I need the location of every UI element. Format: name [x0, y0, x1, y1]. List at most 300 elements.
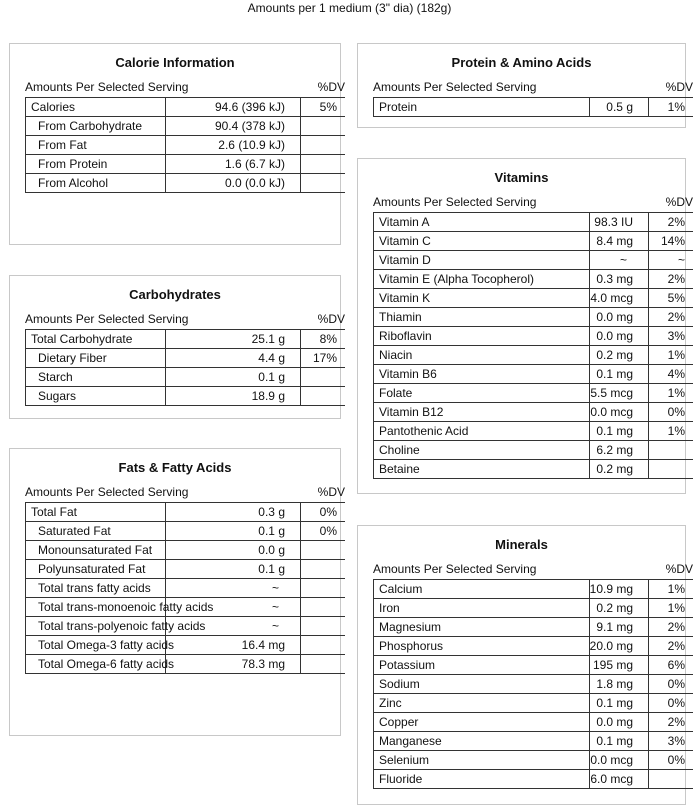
cell-divider: [589, 656, 590, 675]
nutrient-dv: 2%: [667, 620, 685, 634]
cell-divider: [300, 117, 301, 136]
nutrient-name: Sodium: [379, 677, 420, 691]
cell-divider: [589, 618, 590, 637]
nutrient-amount: 0.0 mcg: [590, 753, 633, 767]
table-row: [373, 732, 693, 751]
table-row: [25, 98, 345, 117]
nutrient-amount: 2.6 (10.9 kJ): [218, 138, 285, 152]
nutrient-amount: 0.0 (0.0 kJ): [224, 176, 285, 190]
cell-divider: [300, 330, 301, 349]
cell-divider: [589, 713, 590, 732]
table-row: [373, 346, 693, 365]
nutrient-name: Total Omega-3 fatty acids: [38, 638, 175, 652]
cell-divider: [589, 251, 590, 270]
cell-divider: [25, 655, 26, 674]
table-row: [373, 384, 693, 403]
cell-divider: [165, 387, 166, 406]
nutrient-name: Thiamin: [379, 310, 422, 324]
cell-divider: [165, 503, 166, 522]
nutrient-name: Fluoride: [379, 772, 423, 786]
table-row: [373, 618, 693, 637]
nutrient-amount: 0.1 g: [258, 524, 285, 538]
nutrient-amount: 10.9 mg: [589, 582, 633, 596]
cell-divider: [589, 270, 590, 289]
nutrient-dv: 1%: [667, 348, 685, 362]
cell-divider: [300, 636, 301, 655]
table-row: [25, 522, 345, 541]
table-row: [373, 637, 693, 656]
nutrient-dv: 2%: [667, 310, 685, 324]
cell-divider: [648, 98, 649, 117]
nutrient-dv: 0%: [319, 505, 337, 519]
table-row: [373, 365, 693, 384]
panel-title: Minerals: [495, 537, 548, 552]
cell-divider: [25, 117, 26, 136]
nutrient-table: [25, 482, 345, 674]
cell-divider: [373, 270, 374, 289]
cell-divider: [25, 598, 26, 617]
cell-divider: [589, 422, 590, 441]
nutrient-amount: 0.0 mcg: [590, 405, 633, 419]
nutrient-dv: 1%: [667, 582, 685, 596]
nutrient-amount: 0.2 mg: [596, 601, 633, 615]
cell-divider: [300, 349, 301, 368]
cell-divider: [648, 232, 649, 251]
nutrient-name: Sugars: [38, 389, 77, 403]
cell-divider: [648, 251, 649, 270]
cell-divider: [373, 213, 374, 232]
table-row: [25, 136, 345, 155]
table-row: [25, 174, 345, 193]
table-row: [373, 327, 693, 346]
table-header: [373, 77, 693, 98]
nutrient-amount: 98.3 IU: [594, 215, 633, 229]
nutrient-dv: ~: [677, 253, 685, 267]
table-row: [373, 713, 693, 732]
nutrient-name: From Fat: [38, 138, 87, 152]
nutrient-amount: 0.0 mg: [596, 310, 633, 324]
cell-divider: [589, 346, 590, 365]
nutrient-name: From Protein: [38, 157, 108, 171]
table-row: [25, 330, 345, 349]
table-row: [25, 155, 345, 174]
table-row: [25, 560, 345, 579]
cell-divider: [373, 751, 374, 770]
panel-title: Vitamins: [494, 170, 549, 185]
cell-divider: [25, 155, 26, 174]
table-row: [373, 213, 693, 232]
nutrient-name: Pantothenic Acid: [379, 424, 469, 438]
table-row: [25, 117, 345, 136]
cell-divider: [373, 251, 374, 270]
nutrient-table: [373, 192, 693, 479]
nutrient-name: Copper: [379, 715, 419, 729]
cell-divider: [165, 330, 166, 349]
cell-divider: [589, 327, 590, 346]
column-header-dv: %DV: [665, 195, 693, 209]
table-row: [373, 232, 693, 251]
cell-divider: [300, 579, 301, 598]
nutrient-name: Total trans-polyenoic fatty acids: [38, 619, 206, 633]
cell-divider: [300, 368, 301, 387]
cell-divider: [373, 580, 374, 599]
nutrient-name: Vitamin A: [379, 215, 430, 229]
nutrient-name: Manganese: [379, 734, 442, 748]
panel-title: Calorie Information: [115, 55, 235, 70]
nutrient-amount: 6.0 mcg: [590, 772, 633, 786]
cell-divider: [373, 327, 374, 346]
cell-divider: [589, 694, 590, 713]
page-header: Amounts per 1 medium (3" dia) (182g): [247, 1, 452, 15]
cell-divider: [648, 270, 649, 289]
cell-divider: [25, 174, 26, 193]
nutrient-dv: 1%: [667, 386, 685, 400]
cell-divider: [165, 98, 166, 117]
nutrient-amount: 0.1 mg: [596, 696, 633, 710]
cell-divider: [589, 675, 590, 694]
cell-divider: [25, 368, 26, 387]
nutrient-amount: ~: [271, 581, 279, 595]
nutrient-dv: 2%: [667, 715, 685, 729]
cell-divider: [300, 617, 301, 636]
nutrient-name: Monounsaturated Fat: [38, 543, 153, 557]
cell-divider: [300, 522, 301, 541]
table-row: [25, 368, 345, 387]
nutrient-amount: 25.1 g: [251, 332, 285, 346]
nutrient-name: Niacin: [379, 348, 413, 362]
cell-divider: [373, 599, 374, 618]
nutrient-table: [25, 309, 345, 406]
column-header-dv: %DV: [317, 485, 345, 499]
nutrient-name: Saturated Fat: [38, 524, 111, 538]
cell-divider: [648, 460, 649, 479]
nutrient-amount: ~: [271, 600, 279, 614]
table-row: [373, 422, 693, 441]
cell-divider: [648, 599, 649, 618]
column-header-amounts: Amounts Per Selected Serving: [373, 562, 537, 576]
nutrient-name: Vitamin B6: [379, 367, 437, 381]
cell-divider: [25, 579, 26, 598]
nutrient-amount: 0.1 mg: [596, 367, 633, 381]
nutrient-amount: 0.0 g: [258, 543, 285, 557]
nutrient-amount: 94.6 (396 kJ): [214, 100, 285, 114]
cell-divider: [165, 522, 166, 541]
nutrient-amount: 20.0 mg: [589, 639, 633, 653]
nutrient-amount: 195 mg: [592, 658, 633, 672]
nutrient-amount: 0.3 mg: [596, 272, 633, 286]
nutrient-amount: 5.5 mcg: [590, 386, 633, 400]
nutrient-amount: 90.4 (378 kJ): [214, 119, 285, 133]
vitamins-panel: [357, 158, 693, 494]
cell-divider: [648, 637, 649, 656]
nutrient-amount: 0.1 g: [258, 562, 285, 576]
table-header: [25, 482, 345, 503]
cell-divider: [648, 751, 649, 770]
cell-divider: [373, 289, 374, 308]
carbohydrates-panel: [9, 275, 345, 419]
panel-title: Fats & Fatty Acids: [118, 460, 232, 475]
nutrient-name: Betaine: [379, 462, 420, 476]
nutrient-amount: 18.9 g: [251, 389, 285, 403]
cell-divider: [648, 289, 649, 308]
column-header-dv: %DV: [317, 80, 345, 94]
nutrient-amount: 4.0 mcg: [590, 291, 633, 305]
cell-divider: [373, 460, 374, 479]
nutrient-dv: 5%: [319, 100, 337, 114]
nutrient-amount: 0.3 g: [258, 505, 285, 519]
table-row: [373, 580, 693, 599]
cell-divider: [373, 618, 374, 637]
nutrient-table: [373, 559, 693, 789]
cell-divider: [373, 675, 374, 694]
column-header-dv: %DV: [317, 312, 345, 326]
column-header-amounts: Amounts Per Selected Serving: [25, 312, 189, 326]
cell-divider: [373, 346, 374, 365]
table-row: [373, 289, 693, 308]
table-row: [373, 403, 693, 422]
cell-divider: [25, 541, 26, 560]
nutrient-name: Vitamin C: [379, 234, 431, 248]
cell-divider: [648, 441, 649, 460]
nutrient-name: Polyunsaturated Fat: [38, 562, 146, 576]
nutrient-name: Vitamin B12: [379, 405, 444, 419]
nutrient-name: Total Carbohydrate: [31, 332, 133, 346]
table-row: [373, 251, 693, 270]
cell-divider: [648, 675, 649, 694]
cell-divider: [648, 732, 649, 751]
cell-divider: [589, 441, 590, 460]
cell-divider: [373, 365, 374, 384]
table-row: [25, 579, 345, 598]
cell-divider: [589, 98, 590, 117]
nutrient-name: Iron: [379, 601, 400, 615]
nutrient-name: Protein: [379, 100, 418, 114]
nutrient-name: Selenium: [379, 753, 430, 767]
cell-divider: [648, 694, 649, 713]
nutrient-name: Phosphorus: [379, 639, 444, 653]
table-row: [25, 598, 345, 617]
nutrient-dv: 0%: [667, 696, 685, 710]
column-header-dv: %DV: [665, 562, 693, 576]
cell-divider: [165, 349, 166, 368]
cell-divider: [300, 174, 301, 193]
cell-divider: [25, 636, 26, 655]
nutrient-name: Total trans-monoenoic fatty acids: [38, 600, 214, 614]
cell-divider: [300, 155, 301, 174]
cell-divider: [589, 213, 590, 232]
nutrient-amount: 0.1 mg: [596, 424, 633, 438]
cell-divider: [373, 694, 374, 713]
nutrient-amount: 8.4 mg: [596, 234, 633, 248]
nutrient-amount: 0.0 mg: [596, 715, 633, 729]
nutrient-amount: 1.6 (6.7 kJ): [224, 157, 285, 171]
cell-divider: [589, 732, 590, 751]
cell-divider: [648, 580, 649, 599]
nutrient-name: Vitamin K: [379, 291, 431, 305]
nutrient-dv: 4%: [667, 367, 685, 381]
nutrient-dv: 1%: [667, 601, 685, 615]
cell-divider: [25, 98, 26, 117]
nutrient-dv: 0%: [667, 405, 685, 419]
nutrient-name: From Carbohydrate: [38, 119, 143, 133]
column-header-amounts: Amounts Per Selected Serving: [373, 80, 537, 94]
nutrient-amount: 78.3 mg: [241, 657, 285, 671]
table-header: [25, 77, 345, 98]
nutrient-amount: 0.5 g: [606, 100, 633, 114]
cell-divider: [373, 770, 374, 789]
table-row: [25, 387, 345, 406]
cell-divider: [165, 541, 166, 560]
table-row: [373, 694, 693, 713]
cell-divider: [300, 136, 301, 155]
cell-divider: [25, 617, 26, 636]
nutrient-name: Total Omega-6 fatty acids: [38, 657, 175, 671]
table-row: [373, 441, 693, 460]
cell-divider: [373, 637, 374, 656]
cell-divider: [165, 368, 166, 387]
cell-divider: [648, 327, 649, 346]
nutrient-dv: 6%: [667, 658, 685, 672]
cell-divider: [373, 232, 374, 251]
nutrient-name: Potassium: [379, 658, 436, 672]
nutrient-name: Starch: [38, 370, 73, 384]
panel-title: Carbohydrates: [129, 287, 221, 302]
cell-divider: [648, 213, 649, 232]
nutrient-dv: 0%: [319, 524, 337, 538]
cell-divider: [589, 308, 590, 327]
nutrient-name: Dietary Fiber: [38, 351, 107, 365]
column-header-amounts: Amounts Per Selected Serving: [373, 195, 537, 209]
table-row: [373, 599, 693, 618]
nutrient-name: Zinc: [379, 696, 402, 710]
minerals-panel: [357, 525, 693, 805]
cell-divider: [648, 384, 649, 403]
table-row: [373, 656, 693, 675]
panel-title: Protein & Amino Acids: [451, 55, 592, 70]
nutrient-amount: 6.2 mg: [596, 443, 633, 457]
nutrient-dv: 17%: [312, 351, 337, 365]
nutrient-dv: 0%: [667, 677, 685, 691]
cell-divider: [648, 346, 649, 365]
cell-divider: [25, 349, 26, 368]
cell-divider: [165, 560, 166, 579]
cell-divider: [165, 579, 166, 598]
nutrient-name: Total Fat: [31, 505, 78, 519]
nutrient-name: Choline: [379, 443, 420, 457]
cell-divider: [300, 98, 301, 117]
nutrient-amount: 9.1 mg: [596, 620, 633, 634]
cell-divider: [648, 656, 649, 675]
nutrient-amount: ~: [619, 253, 627, 267]
cell-divider: [300, 503, 301, 522]
nutrient-name: From Alcohol: [38, 176, 109, 190]
table-row: [373, 770, 693, 789]
nutrient-amount: 1.8 mg: [596, 677, 633, 691]
nutrient-dv: 2%: [667, 215, 685, 229]
nutrient-amount: 0.1 g: [258, 370, 285, 384]
nutrient-amount: 16.4 mg: [241, 638, 285, 652]
cell-divider: [373, 656, 374, 675]
table-row: [373, 460, 693, 479]
nutrient-amount: 4.4 g: [258, 351, 285, 365]
nutrient-table: [25, 77, 345, 193]
nutrient-name: Vitamin E (Alpha Tocopherol): [379, 272, 534, 286]
cell-divider: [25, 387, 26, 406]
nutrient-name: Calcium: [379, 582, 423, 596]
fats-panel: [9, 448, 345, 736]
nutrient-dv: 3%: [667, 329, 685, 343]
column-header-dv: %DV: [665, 80, 693, 94]
nutrient-amount: 0.2 mg: [596, 348, 633, 362]
table-row: [373, 751, 693, 770]
cell-divider: [300, 541, 301, 560]
column-header-amounts: Amounts Per Selected Serving: [25, 80, 189, 94]
cell-divider: [25, 560, 26, 579]
nutrient-amount: 0.0 mg: [596, 329, 633, 343]
nutrient-dv: 3%: [667, 734, 685, 748]
cell-divider: [589, 365, 590, 384]
cell-divider: [373, 403, 374, 422]
cell-divider: [648, 713, 649, 732]
cell-divider: [300, 655, 301, 674]
table-row: [373, 675, 693, 694]
calorie-panel: [9, 43, 345, 245]
nutrient-dv: 5%: [667, 291, 685, 305]
cell-divider: [373, 441, 374, 460]
cell-divider: [165, 136, 166, 155]
nutrient-amount: 0.1 mg: [596, 734, 633, 748]
cell-divider: [373, 713, 374, 732]
cell-divider: [300, 560, 301, 579]
table-header: [373, 192, 693, 213]
table-row: [25, 617, 345, 636]
nutrient-dv: 1%: [667, 424, 685, 438]
cell-divider: [300, 387, 301, 406]
cell-divider: [589, 599, 590, 618]
cell-divider: [648, 308, 649, 327]
nutrient-amount: ~: [271, 619, 279, 633]
cell-divider: [165, 174, 166, 193]
cell-divider: [373, 384, 374, 403]
cell-divider: [25, 503, 26, 522]
nutrient-name: Riboflavin: [379, 329, 432, 343]
table-row: [25, 503, 345, 522]
cell-divider: [165, 117, 166, 136]
nutrient-dv: 8%: [319, 332, 337, 346]
table-row: [25, 636, 345, 655]
cell-divider: [589, 460, 590, 479]
table-row: [25, 541, 345, 560]
table-header: [25, 309, 345, 330]
table-header: [373, 559, 693, 580]
nutrient-dv: 2%: [667, 639, 685, 653]
cell-divider: [373, 732, 374, 751]
cell-divider: [648, 365, 649, 384]
table-row: [373, 98, 693, 117]
table-row: [373, 270, 693, 289]
cell-divider: [648, 403, 649, 422]
cell-divider: [648, 770, 649, 789]
nutrient-dv: 2%: [667, 272, 685, 286]
nutrient-name: Calories: [31, 100, 76, 114]
cell-divider: [25, 330, 26, 349]
cell-divider: [648, 422, 649, 441]
table-row: [373, 308, 693, 327]
nutrient-dv: 0%: [667, 753, 685, 767]
nutrient-dv: 14%: [660, 234, 685, 248]
cell-divider: [648, 618, 649, 637]
cell-divider: [373, 308, 374, 327]
